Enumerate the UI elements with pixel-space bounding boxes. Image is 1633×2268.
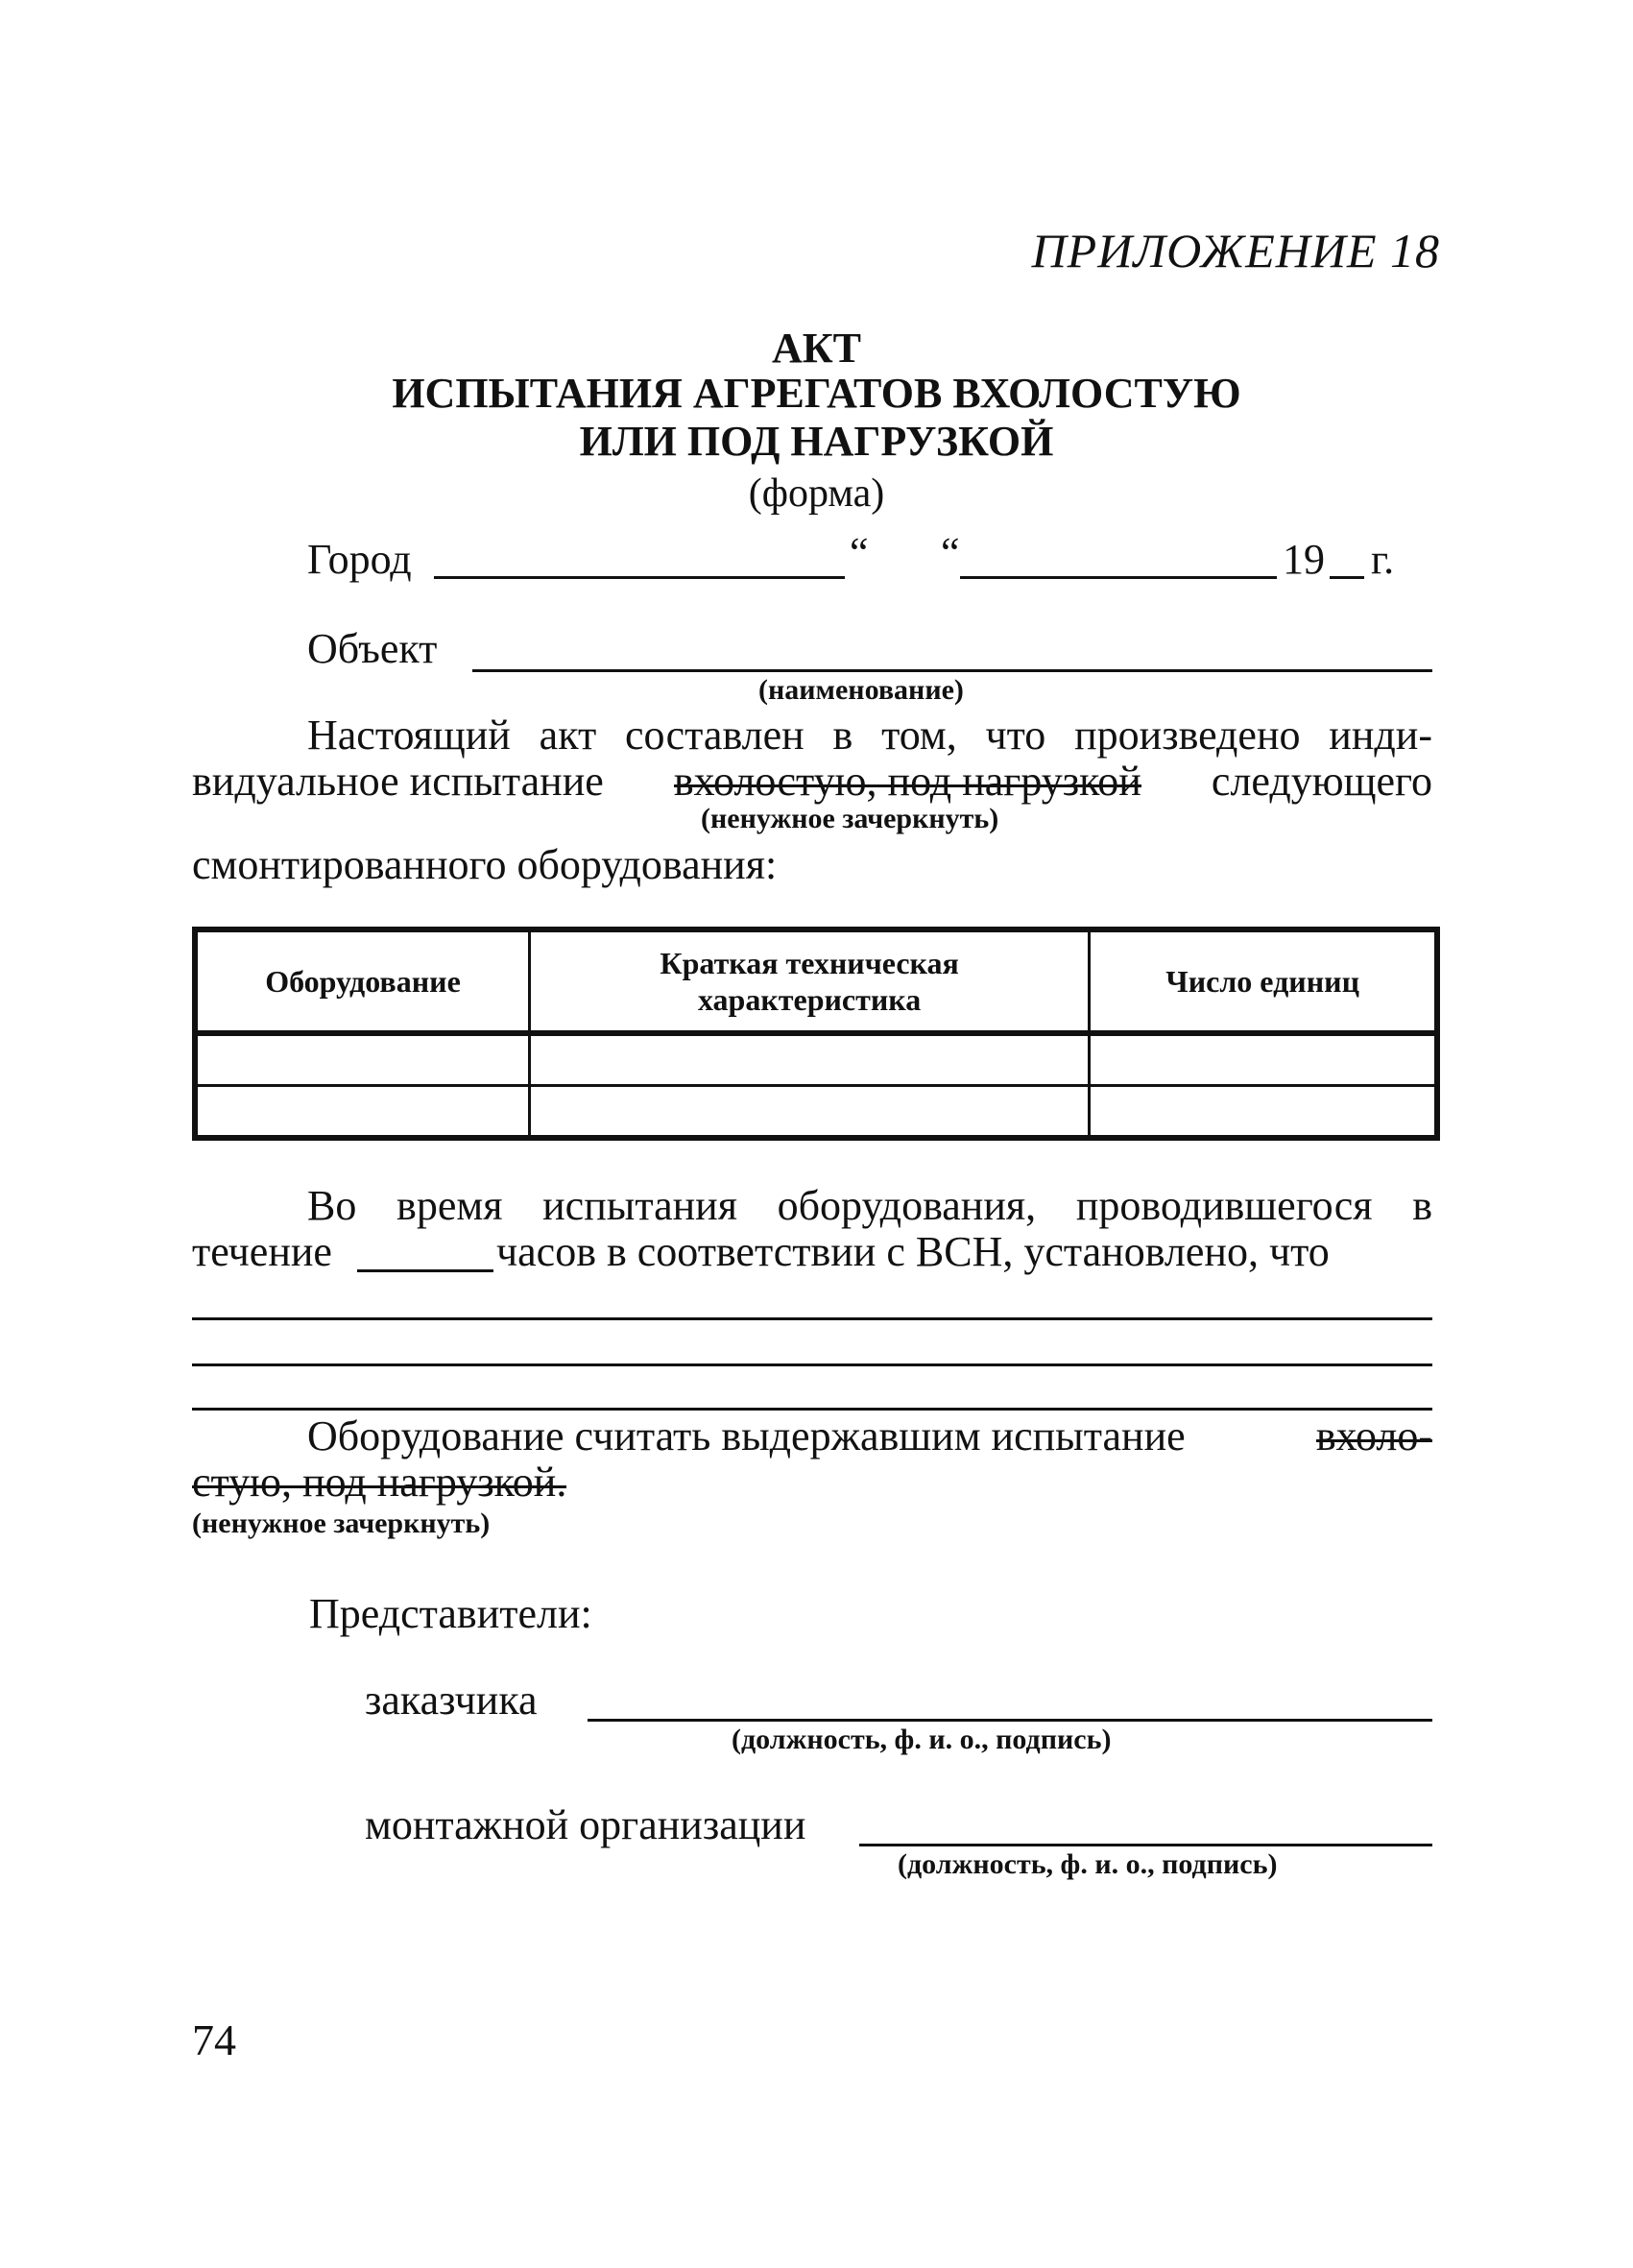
conclusion-struck-part-1: вхоло- [1315,1412,1432,1460]
findings-line-2[interactable] [192,1363,1432,1366]
table-cell[interactable] [530,1086,1090,1139]
object-label: Объект [307,625,438,672]
header-units: Число единиц [1090,929,1437,1033]
year-suffix: г. [1371,536,1395,583]
customer-caption: (должность, ф. и. о., подпись) [732,1724,1112,1755]
table-row [195,1086,1437,1139]
findings-line-3[interactable] [192,1408,1432,1411]
object-field[interactable] [472,669,1432,672]
year-field[interactable] [1330,576,1364,579]
year-prefix: 19 [1283,536,1325,583]
customer-signature-field[interactable] [588,1719,1432,1722]
table-cell[interactable] [1090,1086,1437,1139]
page-number: 74 [192,2015,236,2064]
test-line-2-end: часов в соответствии с ВСН, установлено, что [496,1228,1330,1275]
conclusion-struck-part-2: стую, под нагрузкой. [192,1459,567,1506]
installer-signature-field[interactable] [859,1844,1432,1846]
intro-line-2-end: следующего [1211,758,1432,805]
city-label: Город [307,536,412,583]
intro-line-3: смонтированного оборудования: [192,841,778,888]
conclusion-line-1-start: Оборудование считать выдержавшим испытание [307,1412,1186,1460]
intro-line-2-start: видуальное испытание [192,758,604,805]
customer-label: заказчика [365,1677,538,1724]
intro-caption: (ненужное зачеркнуть) [701,803,999,834]
title-line-3: ИЛИ ПОД НАГРУЗКОЙ [579,418,1054,465]
representatives-heading: Представители: [309,1590,592,1637]
header-characteristics: Краткая техническая характеристика [530,929,1090,1033]
intro-line-2 [192,757,1432,806]
form-label: (форма) [748,471,885,516]
date-quote-close: “ [941,529,960,576]
header-equipment: Оборудование [195,929,530,1033]
table-cell[interactable] [195,1033,530,1086]
intro-struck-options: вхолостую, под нагрузкой [673,758,1141,805]
installer-caption: (должность, ф. и. о., подпись) [898,1848,1278,1880]
date-quote-open: “ [850,529,869,576]
object-caption: (наименование) [758,674,964,706]
annex-label: ПРИЛОЖЕНИЕ 18 [1031,224,1440,277]
conclusion-line-2 [192,1458,566,1507]
conclusion-line-1 [307,1411,1432,1460]
table-cell[interactable] [530,1033,1090,1086]
table-cell[interactable] [195,1086,530,1139]
table-cell[interactable] [1090,1033,1437,1086]
findings-line-1[interactable] [192,1317,1432,1320]
intro-line-1: Настоящий акт составлен в том, что произведено инди- [307,712,1432,759]
date-field[interactable] [960,576,1277,579]
test-line-2-start: течение [192,1228,332,1275]
title-line-2: ИСПЫТАНИЯ АГРЕГАТОВ ВХОЛОСТУЮ [392,370,1241,417]
table-row [195,1033,1437,1086]
title-line-1: АКТ [771,325,862,372]
conclusion-caption: (ненужное зачеркнуть) [192,1508,491,1539]
equipment-table [192,927,1440,1141]
test-line-1: Во время испытания оборудования, проводившегося в [307,1182,1432,1229]
installer-label: монтажной организации [365,1801,806,1848]
table-header-row [195,929,1437,1033]
hours-field[interactable] [357,1269,493,1272]
city-field[interactable] [434,576,845,579]
